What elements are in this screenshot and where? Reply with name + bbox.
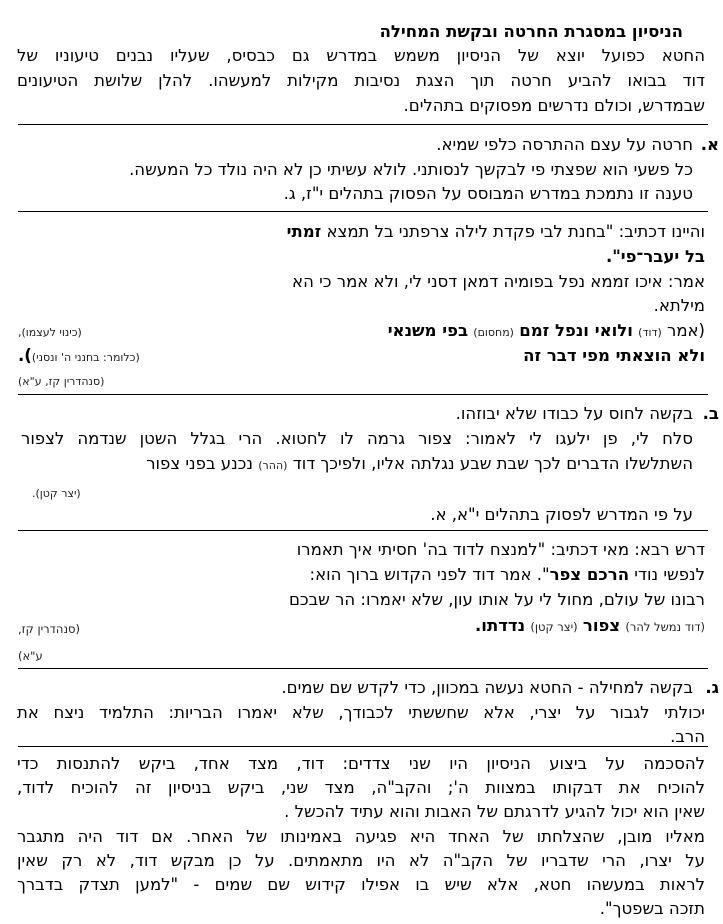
conclusion-line-2: להוכיח את דבקותו במצוות ה'; והקב"ה, מצד שני, ביקש בניסיון זה להוכיח לדוד, (17, 778, 705, 797)
quote-b-source-end: ע"א) (18, 649, 43, 663)
conclusion-line-5: על יצרו, הרי שדבריו של הקב"ה לא היו מתאמתים. על כן מבקש דוד, לא רק שאין (17, 851, 705, 870)
section-b-heading: בקשה לחוס על כבודו שלא יבוזהו. (455, 404, 693, 423)
section-a-heading: חרטה על עצם ההתרסה כלפי שמיא. (436, 135, 693, 154)
intro-line-2: דוד בבואו להביע חרטה תוך הצגת נסיבות מקילות למעשהו. להלן שלושת הטיעונים (17, 71, 705, 90)
section-c-heading: בקשה למחילה - החטא נעשה במכוון, כדי לקדש שם שמים. (281, 678, 693, 697)
divider (18, 211, 708, 212)
conclusion-line-7: תזכה בשפטך". (599, 899, 705, 918)
quote-b-line-1: דרש רבא: מאי דכתיב: "למנצח לדוד בה' חסיתי איך תאמרו (296, 540, 705, 559)
conclusion-line-4: מאליו מובן, שהצלחתו של האחד היא פגיעה באמינותו של האחר. אם דוד היה מתגבר (17, 827, 705, 846)
b-text: השתלשלו הדברים לכך שבת שבע נגלתה אליו, ולפיכך דוד (292, 454, 693, 473)
b-gloss: (ההר) (258, 459, 288, 472)
b-text: נכנע בפני צפור (146, 454, 254, 473)
section-title: הניסיון במסגרת החרטה ובקשת המחילה (379, 22, 683, 41)
amar-line-1: אמר: איכו זממא נפל בפומיה דמאן דסני לי, ולא אמר כי הא (292, 272, 705, 291)
section-c-line-1: יכולתי לגבור על יצרי, אלא שחששתי לכבודך, שלא יאמרו הבריות: התלמיד ניצח את (17, 703, 705, 722)
quote-b-line-3: רבונו של עולם, מחול לי על אותו עון, שלא יאמרו: הר שבכם (288, 590, 705, 609)
quote-a-bold-word: זמתי (286, 222, 322, 241)
q-bold: נדדתו. (475, 616, 526, 635)
tr-gloss-end: (כינוי לעצמו), (18, 326, 82, 339)
q-text: ". אמר דוד לפני הקדוש ברוך הוא: (309, 565, 550, 584)
tr-bold: ולא הוצאתי מפי דבר זה (523, 346, 705, 365)
divider (18, 394, 708, 395)
tr-bold: ). (18, 346, 32, 365)
q-text: לנפשי נודי (629, 565, 705, 584)
tr-gloss: (כלומר: בחנני ה' ונסני) (31, 351, 140, 364)
quote-b-line-4 (475, 616, 705, 637)
q-gloss: (דוד נמשל להר) (625, 620, 705, 634)
translation-line-1 (388, 321, 705, 343)
tr-bold: ולואי ונפל זמם (519, 321, 633, 340)
section-b-label: ב. (702, 404, 719, 423)
section-c-line-2: הרב. (670, 727, 705, 746)
divider (18, 530, 708, 531)
conclusion-line-6: לראות במעשהו חטא, אלא שיש בו אפילו קידוש שם שמים - "למען תצדק בדברך (17, 875, 705, 894)
conclusion-line-3: שאין הוא יכול להגיע לדרגתם של האבות והוא עתיד להכשל . (284, 802, 705, 821)
quote-b-source: (סנהדרין קז, (18, 622, 80, 636)
tr-text: (אמר (667, 321, 705, 340)
section-a-line-2: טענה זו נתמכת במדרש המבוסס על הפסוק בתהלים י"ז, ג. (283, 184, 693, 203)
q-gloss: (יצר קטן) (530, 620, 578, 634)
quote-a-line-2: בל יעבר־פי". (605, 247, 705, 266)
intro-line-3: שבמדרש, וכולם נדרשים מפסוקים בתהלים. (403, 96, 705, 115)
conclusion-line-1: להסכמה על ביצוע הניסיון היו שני צדדים: דוד, מצד אחד, ביקש להתנסות כדי (17, 754, 705, 773)
q-bold: הרכם צפר (549, 565, 630, 584)
divider (18, 668, 708, 669)
source-citation: (סנהדרין קז, ע"א) (18, 375, 105, 388)
quote-b-line-2 (310, 565, 705, 585)
section-b-line-4: על פי המדרש לפסוק בתהלים י"א, א. (430, 505, 693, 524)
section-a-label: א. (700, 135, 719, 154)
section-c-label: ג. (705, 678, 719, 697)
section-b-line-2 (146, 454, 693, 476)
section-b-gloss: (יצר קטן). (32, 487, 81, 500)
amar-line-2: מילתא. (653, 296, 705, 315)
divider (18, 746, 708, 747)
translation-line-2-end (18, 346, 140, 368)
quote-a-text: והיינו דכתיב: "בחנת לבי פקדת לילה צרפתני בל תמצא (326, 222, 705, 241)
q-bold: צפור (582, 616, 621, 635)
section-a-line-1: כל פשעי הוא שפצתי פי לבקשך לנסותני. לולא עשיתי כן לא היה נולד כל המעשה. (129, 160, 693, 179)
divider (18, 124, 708, 125)
translation-line-2 (523, 346, 705, 366)
intro-line-1: החטא כפועל יוצא של הניסיון משמש במדרש גם כבסיס, שעליו נבנים טיעוניו של (17, 46, 705, 65)
tr-gloss: (דוד) (638, 326, 662, 339)
quote-a-line-1 (287, 222, 705, 242)
tr-gloss: (מחסום) (473, 326, 514, 339)
section-b-line-1: סלח לי, פן ילעגו לי לאמור: צפור גרמה לו לחטוא. הרי בגלל השטן שנדמה לצפור (21, 429, 693, 448)
tr-bold: בפי משנאי (387, 321, 469, 340)
